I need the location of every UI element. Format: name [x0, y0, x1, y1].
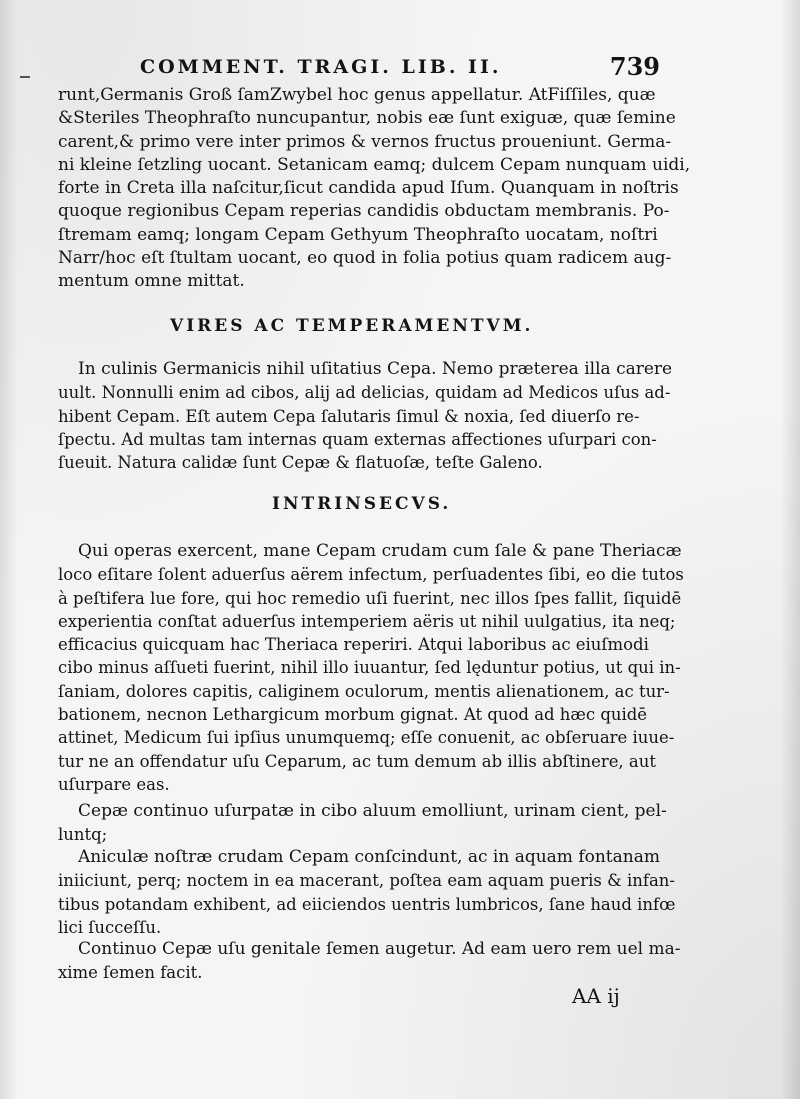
text-line: xime ſemen facit. [58, 963, 203, 983]
text-line: In culinis Germanicis nihil uſitatius Cepa. Nemo præterea illa carere [78, 359, 673, 379]
paragraph-aniculae [58, 846, 708, 939]
text-line: ni kleine ſetzling uocant. Setanicam eamq; dulcem Cepam nunquam uidi, [58, 154, 691, 175]
text-line: iniiciunt, perq; noctem in ea macerant, poſtea eam aquam pueris & infan- [58, 871, 675, 891]
paragraph-vires [58, 358, 708, 474]
page-number: 739 [609, 52, 660, 81]
paragraph-semen [58, 938, 708, 985]
text-line: tibus potandam exhibent, ad eiiciendos uentris lumbricos, ſane haud infœ [58, 894, 676, 914]
text-line: uſurpare eas. [58, 774, 170, 794]
text-line: ſtremam eamq; longam Cepam Gethyum Theophraſto uocatam, noſtri [58, 224, 658, 245]
text-line: mentum omne mittat. [58, 271, 245, 292]
text-line: lici ſucceſſu. [58, 917, 162, 937]
page-header [140, 52, 660, 86]
text-line: experientia conſtat aduerſus intemperiem aëris ut nihil uulgatius, ita neq; [58, 611, 676, 631]
text-line: tur ne an offendatur uſu Ceparum, ac tum demum ab illis abſtinere, aut [58, 751, 656, 771]
text-line: cibo minus aſſueti fuerint, nihil illo iuuantur, ſed lęduntur potius, ut qui in- [58, 658, 681, 678]
paragraph-purgative [58, 800, 708, 847]
text-line: bationem, necnon Lethargicum morbum gignat. At quod ad hæc quidē [58, 705, 648, 725]
text-line: Narr/hoc eſt ſtultam uocant, eo quod in folia potius quam radicem aug- [58, 248, 672, 269]
text-line: quoque regionibus Cepam reperias candidis obductam membranis. Po- [58, 201, 670, 222]
text-line: hibent Cepam. Eſt autem Cepa ſalutaris ſimul & noxia, ſed diuerſo re- [58, 406, 640, 426]
text-line: loco eſitare ſolent aduerſus aërem infectum, perſuadentes ſibi, eo die tutos [58, 565, 684, 585]
paragraph-intrinsecus [58, 540, 708, 796]
text-line: Qui operas exercent, mane Cepam crudam cum ſale & pane Theriacæ [78, 541, 682, 561]
text-line: carent,& primo vere inter primos & vernos fructus proueniunt. Germa- [58, 131, 672, 152]
page-edge-mark [20, 76, 30, 78]
text-line: ſueuit. Natura calidæ ſunt Cepæ & flatuoſæ, teſte Galeno. [58, 453, 543, 473]
text-line: Cepæ continuo uſurpatæ in cibo aluum emolliunt, urinam cient, pel- [78, 801, 667, 821]
section-heading-intrinsecus: INTRINSECVS. [272, 494, 452, 514]
paragraph-varieties [58, 84, 690, 294]
text-line: &Steriles Theophraſto nuncupantur, nobis eæ ſunt exiguæ, quæ ſemine [58, 108, 676, 129]
text-line: ſpectu. Ad multas tam internas quam externas affectiones uſurpari con- [58, 429, 657, 449]
text-line: uult. Nonnulli enim ad cibos, alij ad delicias, quidam ad Medicos uſus ad- [58, 383, 671, 403]
text-line: efficacius quicquam hac Theriaca reperiri. Atqui laboribus ac eiuſmodi [58, 635, 649, 655]
running-head: COMMENT. TRAGI. LIB. II. [140, 56, 502, 78]
text-line: Continuo Cepæ uſu genitale ſemen augetur. Ad eam uero rem uel ma- [78, 939, 681, 959]
text-line: à peſtifera lue fore, qui hoc remedio uſi fuerint, nec illos ſpes fallit, ſiquidē [58, 588, 682, 608]
text-line: Aniculæ noſtræ crudam Cepam conſcindunt, ac in aquam fontanam [78, 847, 660, 867]
text-line: luntq; [58, 825, 108, 845]
text-line: forte in Creta illa naſcitur,ſicut candida apud Iſum. Quanquam in noſtris [58, 178, 679, 199]
text-line: ſaniam, dolores capitis, caliginem oculorum, mentis alienationem, ac tur- [58, 681, 670, 701]
text-line: attinet, Medicum ſui ipſius unumquemq; eſſe conuenit, ac obſeruare iuue- [58, 728, 675, 748]
signature-mark: AA ij [572, 984, 620, 1008]
section-heading-vires: VIRES AC TEMPERAMENTVM. [170, 316, 534, 336]
text-line: runt,Germanis Groß ſamZwybel hoc genus appellatur. AtFiſſiles, quæ [58, 85, 656, 105]
